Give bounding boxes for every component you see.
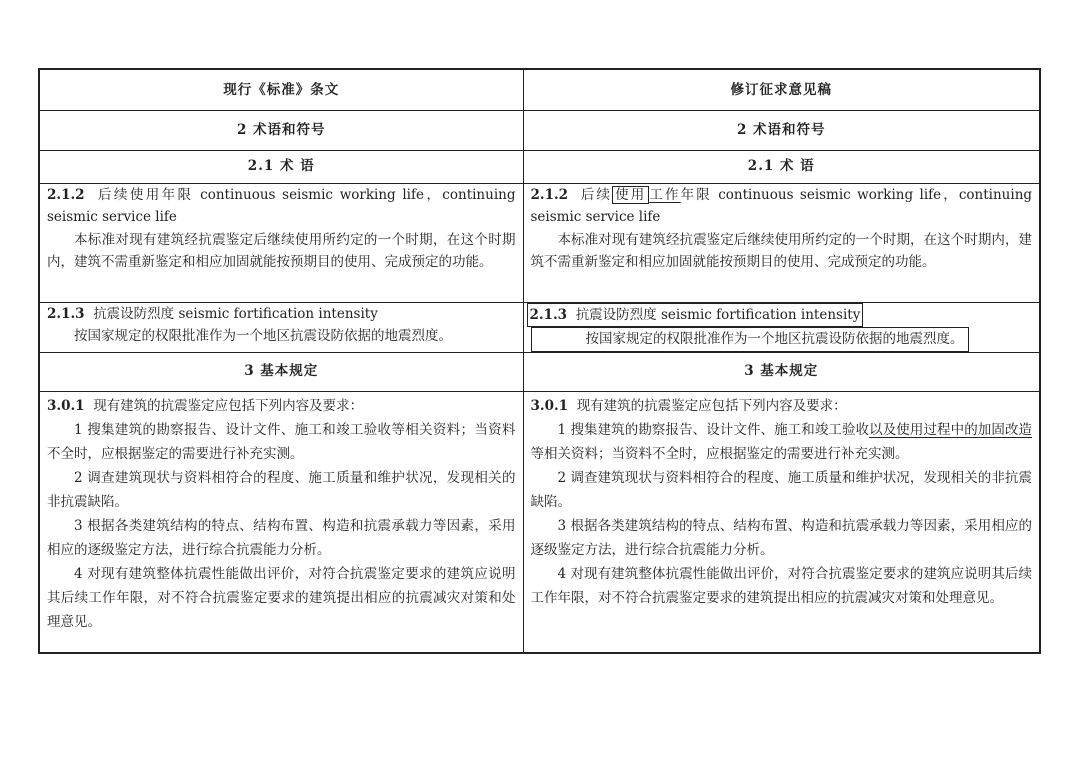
section-2-title-right: 2 术语和符号 [523,110,1040,150]
clause-number: 2.1.2 [47,186,85,203]
clause-body: 本标准对现有建筑经抗震鉴定后继续使用所约定的一个时期，在这个时期内，建筑不需重新鉴定和相应加固就能按预期目的使用、完成预定的功能。 [47,231,516,270]
header-revision-draft: 修订征求意见稿 [523,69,1040,110]
section-2-title-left: 2 术语和符号 [39,110,523,150]
clause-2-1-2-right [523,183,1040,302]
clause-number: 2.1.3 [47,305,85,322]
section-3-title-left: 3 基本规定 [39,352,523,391]
clause-number: 3.0.1 [47,397,85,414]
inserted-text: 以及使用过程中的加固改造 [869,421,1033,438]
clause-2-1-3-right [523,302,1040,352]
term-text: 后续使用年限 continuous seismic working life，continuing seismic service life [47,186,516,225]
clause-body-boxed: 按国家规定的权限批准作为一个地区抗震设防依据的地震烈度。 [585,331,964,347]
item-3: 3 根据各类建筑结构的特点、结构布置、构造和抗震承载力等因素，采用相应的逐级鉴定方法，进行综合抗震能力分析。 [530,517,1032,558]
item-2: 2 调查建筑现状与资料相符合的程度、施工质量和维护状况，发现相关的非抗震缺陷。 [47,469,516,510]
clause-2-1-2-left [39,183,523,302]
term-text: 抗震设防烈度 seismic fortification intensity [575,306,861,323]
deleted-word-box: 使用 [612,186,649,204]
inserted-word: 工作 [649,186,681,203]
item-4: 4 对现有建筑整体抗震性能做出评价，对符合抗震鉴定要求的建筑应说明其后续工作年限，对不符合抗震鉴定要求的建筑提出相应的抗震减灾对策和处理意见。 [47,565,516,630]
section-2-1-title-right: 2.1 术 语 [523,150,1040,183]
clause-2-1-3-left [39,302,523,352]
item-1-prefix: 1 搜集建筑的勘察报告、设计文件、施工和竣工验收 [557,421,870,438]
term-prefix: 后续 [580,186,613,203]
clause-body: 本标准对现有建筑经抗震鉴定后继续使用所约定的一个时期，在这个时期内，建筑不需重新鉴定和相应加固就能按预期目的使用、完成预定的功能。 [530,231,1032,270]
item-3: 3 根据各类建筑结构的特点、结构布置、构造和抗震承载力等因素，采用相应的逐级鉴定方法，进行综合抗震能力分析。 [47,517,516,558]
item-2: 2 调查建筑现状与资料相符合的程度、施工质量和维护状况，发现相关的非抗震缺陷。 [530,469,1032,510]
header-current-text: 现行《标准》条文 [39,69,523,110]
clause-3-0-1-right [523,391,1040,653]
clause-intro: 现有建筑的抗震鉴定应包括下列内容及要求： [576,397,847,414]
item-1 [531,418,1033,466]
section-3-title-right: 3 基本规定 [523,352,1040,391]
term-suffix: 年限 continuous seismic working life，continuing seismic service life [530,186,1033,225]
clause-number: 2.1.3 [529,306,568,323]
clause-3-0-1-left [39,391,523,653]
item-1-suffix: 等相关资料；当资料不全时，应根据鉴定的需要进行补充实测。 [530,445,909,462]
term-text: 抗震设防烈度 seismic fortification intensity [93,305,378,322]
clause-intro: 现有建筑的抗震鉴定应包括下列内容及要求： [93,397,364,414]
clause-number: 2.1.2 [530,186,569,203]
clause-body: 按国家规定的权限批准作为一个地区抗震设防依据的地震烈度。 [74,328,452,344]
item-1: 1 搜集建筑的勘察报告、设计文件、施工和竣工验收等相关资料；当资料不全时，应根据鉴定的需要进行补充实测。 [47,421,516,462]
comparison-table [38,68,1041,654]
section-2-1-title-left: 2.1 术 语 [39,150,523,183]
item-4: 4 对现有建筑整体抗震性能做出评价，对符合抗震鉴定要求的建筑应说明其后续工作年限，对不符合抗震鉴定要求的建筑提出相应的抗震减灾对策和处理意见。 [530,565,1032,606]
clause-number: 3.0.1 [530,397,569,414]
